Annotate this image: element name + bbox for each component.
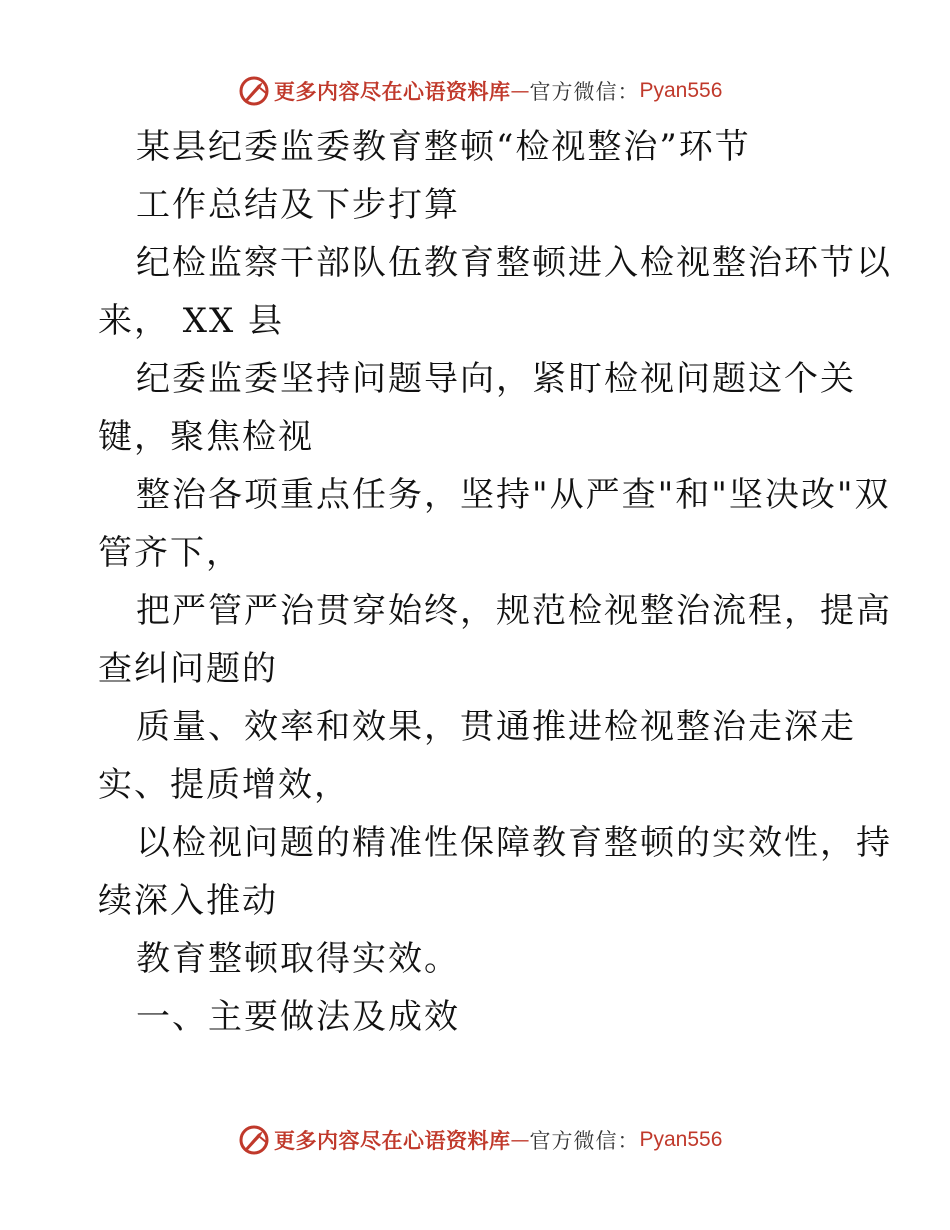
watermark-site-text: 更多内容尽在心语资料库 <box>274 79 511 104</box>
title-line-1: 某县纪委监委教育整顿“检视整治”环节 <box>136 127 751 167</box>
paragraph-line: 实、提质增效， <box>98 765 350 805</box>
watermark-wechat-label: 官方微信： <box>529 80 640 104</box>
watermark-wechat-id: Pyan556 <box>639 1128 723 1151</box>
paragraph-line: 以检视问题的精准性保障教育整顿的实效性，持 <box>136 823 892 863</box>
header-watermark <box>236 71 722 111</box>
pen-logo-icon <box>236 1122 272 1158</box>
watermark-wechat-label: 官方微信： <box>529 1129 640 1153</box>
paragraph-line: 键，聚焦检视 <box>98 417 314 457</box>
paragraph-line: 把严管严治贯穿始终，规范检视整治流程，提高 <box>136 591 892 631</box>
pen-logo-icon <box>236 73 272 109</box>
paragraph-line: 教育整顿取得实效。 <box>136 939 460 979</box>
watermark-separator: — <box>510 1129 530 1151</box>
paragraph-line: 纪检监察干部队伍教育整顿进入检视整治环节以 <box>136 243 892 283</box>
paragraph-line: 纪委监委坚持问题导向，紧盯检视问题这个关 <box>136 359 856 399</box>
paragraph-line: 续深入推动 <box>98 881 278 921</box>
paragraph-line: 管齐下， <box>98 533 242 573</box>
watermark-separator: — <box>510 80 530 102</box>
paragraph-line: 整治各项重点任务，坚持"从严查"和"坚决改"双 <box>136 475 891 515</box>
paragraph-line: 查纠问题的 <box>98 649 278 689</box>
watermark-site-text: 更多内容尽在心语资料库 <box>274 1128 511 1153</box>
paragraph-line: 来， XX 县 <box>98 301 285 341</box>
section-heading: 一、主要做法及成效 <box>136 997 460 1037</box>
footer-watermark <box>236 1120 722 1160</box>
paragraph-line: 质量、效率和效果，贯通推进检视整治走深走 <box>136 707 856 747</box>
watermark-wechat-id: Pyan556 <box>639 79 723 102</box>
title-line-2: 工作总结及下步打算 <box>136 185 460 225</box>
